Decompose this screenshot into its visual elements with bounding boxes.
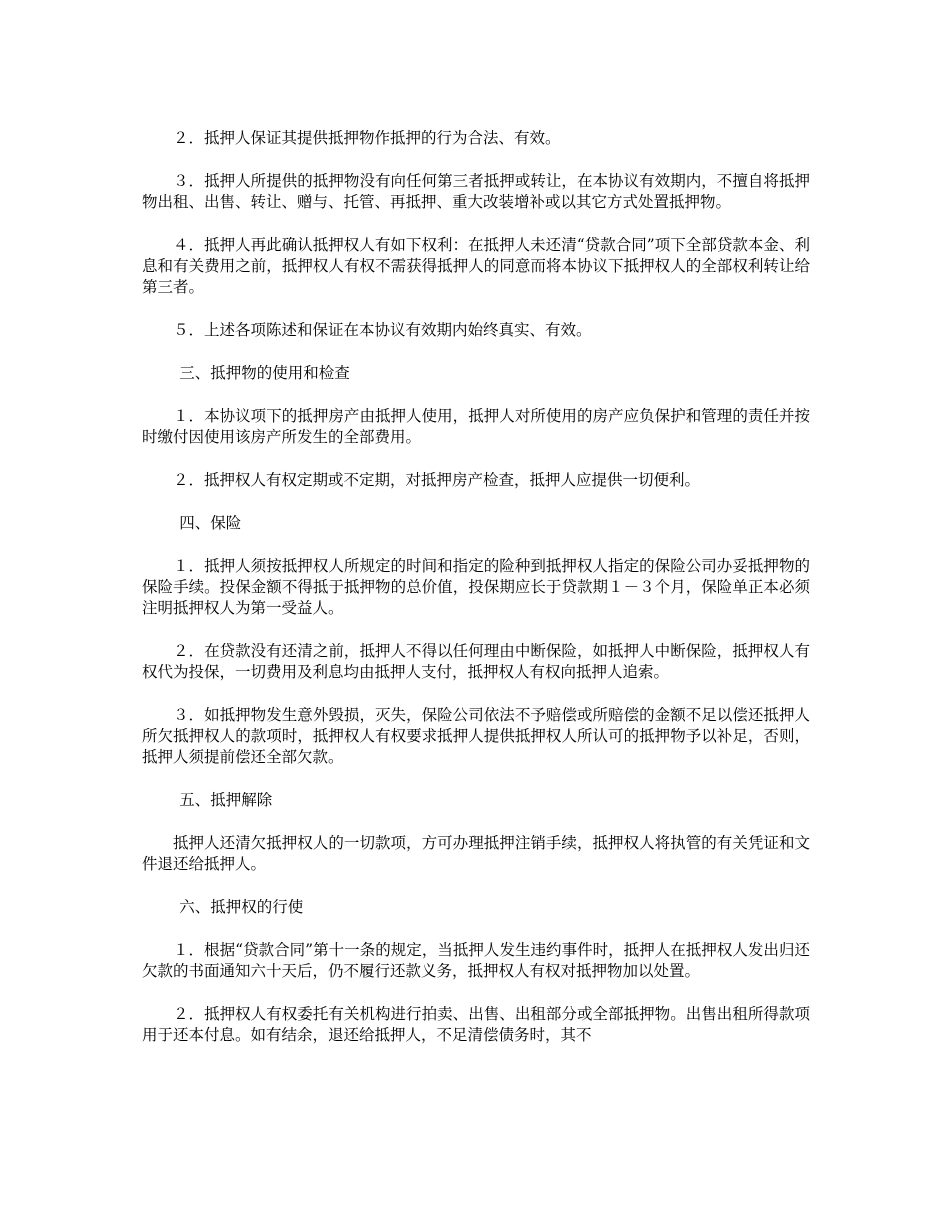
- document-page: [142, 128, 810, 1068]
- paragraph-exercise-clause-1: １．根据“贷款合同”第十一条的规定，当抵押人发生违约事件时，抵押人在抵押权人发出归还欠款的书面通知六十天后，仍不履行还款义务，抵押权人有权对抵押物加以处置。: [142, 941, 810, 980]
- paragraph-clause-2-guarantee: ２．抵押人保证其提供抵押物作抵押的行为合法、有效。: [173, 129, 561, 147]
- paragraph-clause-4-mortgagee-rights: ４．抵押人再此确认抵押权人有如下权利：在抵押人未还清“贷款合同”项下全部贷款本金、利息和有关费用之前，抵押权人有权不需获得抵押人的同意而将本协议下抵押权人的全部权利转让给第三者。: [142, 236, 810, 296]
- section-heading-exercise-of-rights: 六、抵押权的行使: [179, 898, 304, 916]
- paragraph-insurance-clause-3: ３．如抵押物发生意外毁损，灭失，保险公司依法不予赔偿或所赔偿的金额不足以偿还抵押人所欠抵押权人的款项时，抵押权人有权要求抵押人提供抵押权人所认可的抵押物予以补足，否则，抵押人须提前偿还全部欠款。: [142, 706, 810, 766]
- section-heading-use-and-inspection: 三、抵押物的使用和检查: [179, 364, 350, 382]
- paragraph-insurance-clause-2: ２．在贷款没有还清之前，抵押人不得以任何理由中断保险，如抵押人中断保险，抵押权人有权代为投保，一切费用及利息均由抵押人支付，抵押权人有权向抵押人追索。: [142, 642, 810, 681]
- paragraph-insurance-clause-1: １．抵押人须按抵押权人所规定的时间和指定的险种到抵押权人指定的保险公司办妥抵押物的保险手续。投保金额不得抵于抵押物的总价值，投保期应长于贷款期１－３个月，保险单正本必须注明抵押权人为第一受益人。: [142, 557, 810, 617]
- section-heading-release: 五、抵押解除: [179, 791, 273, 809]
- paragraph-use-clause-1: １．本协议项下的抵押房产由抵押人使用，抵押人对所使用的房产应负保护和管理的责任并按时缴付因使用该房产所发生的全部费用。: [142, 407, 810, 446]
- paragraph-clause-3-no-transfer: ３．抵押人所提供的抵押物没有向任何第三者抵押或转让，在本协议有效期内，不擅自将抵押物出租、出售、转让、赠与、托管、再抵押、重大改装增补或以其它方式处置抵押物。: [142, 172, 810, 211]
- paragraph-release: 抵押人还清欠抵押权人的一切款项，方可办理抵押注销手续，抵押权人将执管的有关凭证和文件退还给抵押人。: [142, 834, 810, 873]
- section-heading-insurance: 四、保险: [179, 514, 242, 532]
- paragraph-clause-5-validity: ５．上述各项陈述和保证在本协议有效期内始终真实、有效。: [173, 321, 592, 339]
- paragraph-use-clause-2: ２．抵押权人有权定期或不定期，对抵押房产检查，抵押人应提供一切便利。: [173, 471, 701, 489]
- paragraph-exercise-clause-2: ２．抵押权人有权委托有关机构进行拍卖、出售、出租部分或全部抵押物。出售出租所得款项用于还本付息。如有结余，退还给抵押人，不足清偿债务时，其不: [142, 1005, 810, 1044]
